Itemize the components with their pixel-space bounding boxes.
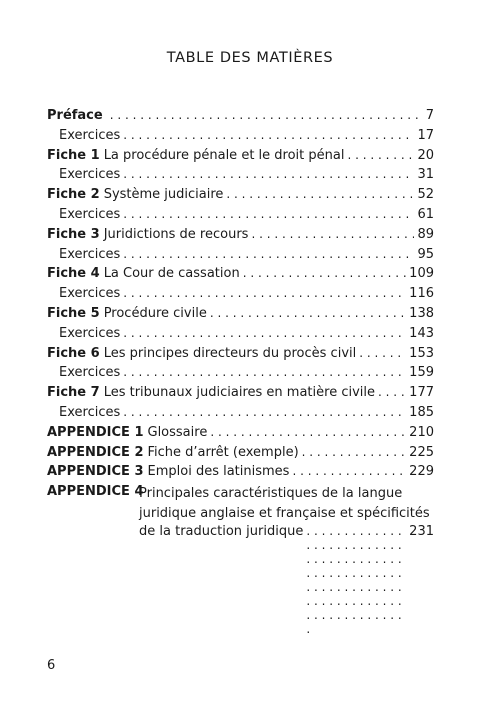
dot-leader [123,207,414,221]
toc-entry-head: APPENDICE 1 [47,424,144,440]
toc-entry-fiche-7[interactable] [47,385,434,405]
toc-page-number: 17 [417,127,434,143]
dot-leader [210,306,406,320]
toc-page-number: 89 [417,226,434,242]
toc-entry-fiche-4[interactable] [47,266,434,286]
toc-entry-exercices[interactable] [47,207,434,227]
table-of-contents [47,108,434,544]
dot-leader [210,425,406,439]
toc-entry-appendice-3[interactable] [47,464,434,484]
dot-leader [123,405,406,419]
toc-entry-appendice-4[interactable] [47,484,434,543]
toc-entry-label: Procédure civile [103,305,207,321]
toc-entry-head: Fiche 3 [47,226,100,242]
toc-page-number: 177 [409,385,434,401]
dot-leader [302,445,407,459]
dot-leader [226,187,414,201]
page-number: 6 [47,658,56,673]
toc-page-number: 61 [417,206,434,222]
toc-entry-appendice-1[interactable] [47,425,434,445]
toc-entry-fiche-3[interactable] [47,227,434,247]
dot-leader [306,524,406,636]
toc-entry-label: Les principes directeurs du procès civil [103,345,357,361]
toc-page-number: 143 [409,325,434,341]
toc-entry-label: Exercices [59,404,121,420]
toc-entry-label: Exercices [59,246,121,262]
toc-entry-head: Fiche 7 [47,385,100,401]
dot-leader [123,286,406,300]
toc-entry-label-block [139,484,434,543]
dot-leader [123,167,414,181]
toc-page-number: 138 [409,305,434,321]
dot-leader [359,346,406,360]
toc-page-number: 229 [409,464,434,480]
toc-page-number: 95 [417,246,434,262]
toc-entry-label: La procédure pénale et le droit pénal [103,147,345,163]
dot-leader [123,326,406,340]
toc-entry-head: APPENDICE 3 [47,464,144,480]
toc-entry-label: Les tribunaux judiciaires en matière civile [103,385,376,401]
toc-entry-label: Exercices [59,167,121,183]
toc-entry-label: Emploi des latinismes [147,464,290,480]
dot-leader [110,108,423,122]
dot-leader [243,266,406,280]
dot-leader [347,148,414,162]
toc-entry-fiche-5[interactable] [47,306,434,326]
toc-entry-head: APPENDICE 2 [47,444,144,460]
toc-page-number: 231 [409,523,434,539]
toc-entry-label: Système judiciaire [103,187,224,203]
toc-entry-label-line: juridique anglaise et française et spécificités [139,505,430,521]
dot-leader [292,464,406,478]
toc-entry-head: Fiche 1 [47,147,100,163]
toc-entry-exercices[interactable] [47,405,434,425]
toc-entry-label: Juridictions de recours [103,226,249,242]
toc-page-number: 159 [409,365,434,381]
page-title: TABLE DES MATIÈRES [166,50,334,66]
toc-entry-exercices[interactable] [47,286,434,306]
toc-page-number: 52 [417,187,434,203]
toc-entry-label-last-line [139,524,434,544]
toc-entry-fiche-2[interactable] [47,187,434,207]
dot-leader [123,365,406,379]
dot-leader [251,227,414,241]
toc-page-number: 153 [409,345,434,361]
toc-entry-exercices[interactable] [47,326,434,346]
toc-page-number: 109 [409,266,434,282]
toc-page-number: 185 [409,404,434,420]
toc-entry-appendice-2[interactable] [47,445,434,465]
toc-page-number: 31 [417,167,434,183]
toc-entry-label: Exercices [59,206,121,222]
toc-entry-label: Glossaire [147,424,208,440]
toc-entry-exercices[interactable] [47,247,434,267]
toc-entry-head: Préface [47,108,103,123]
toc-entry-fiche-1[interactable] [47,148,434,168]
toc-page-number: 210 [409,424,434,440]
toc-entry-label-line: Principales caractéristiques de la langue [139,486,403,502]
toc-entry-exercices[interactable] [47,128,434,148]
toc-entry-label: Exercices [59,127,121,143]
dot-leader [378,385,406,399]
toc-entry-exercices[interactable] [47,365,434,385]
toc-entry-preface[interactable] [47,108,434,128]
toc-page-number: 116 [409,286,434,302]
toc-page-number: 225 [409,444,434,460]
toc-page-number: 20 [417,147,434,163]
toc-entry-exercices[interactable] [47,167,434,187]
toc-entry-head: Fiche 4 [47,266,100,282]
dot-leader [123,128,414,142]
toc-entry-label: Exercices [59,365,121,381]
toc-entry-head: Fiche 6 [47,345,100,361]
toc-entry-label: La Cour de cassation [103,266,240,282]
toc-entry-label: Exercices [59,325,121,341]
toc-entry-label: Fiche d’arrêt (exemple) [147,444,299,460]
dot-leader [123,247,414,261]
toc-entry-label-line: de la traduction juridique [139,523,304,539]
toc-entry-label: Exercices [59,286,121,302]
toc-entry-head: Fiche 2 [47,187,100,203]
toc-page-number: 7 [425,108,434,123]
toc-entry-head: APPENDICE 4 [47,484,144,500]
toc-entry-fiche-6[interactable] [47,346,434,366]
toc-entry-head: Fiche 5 [47,305,100,321]
